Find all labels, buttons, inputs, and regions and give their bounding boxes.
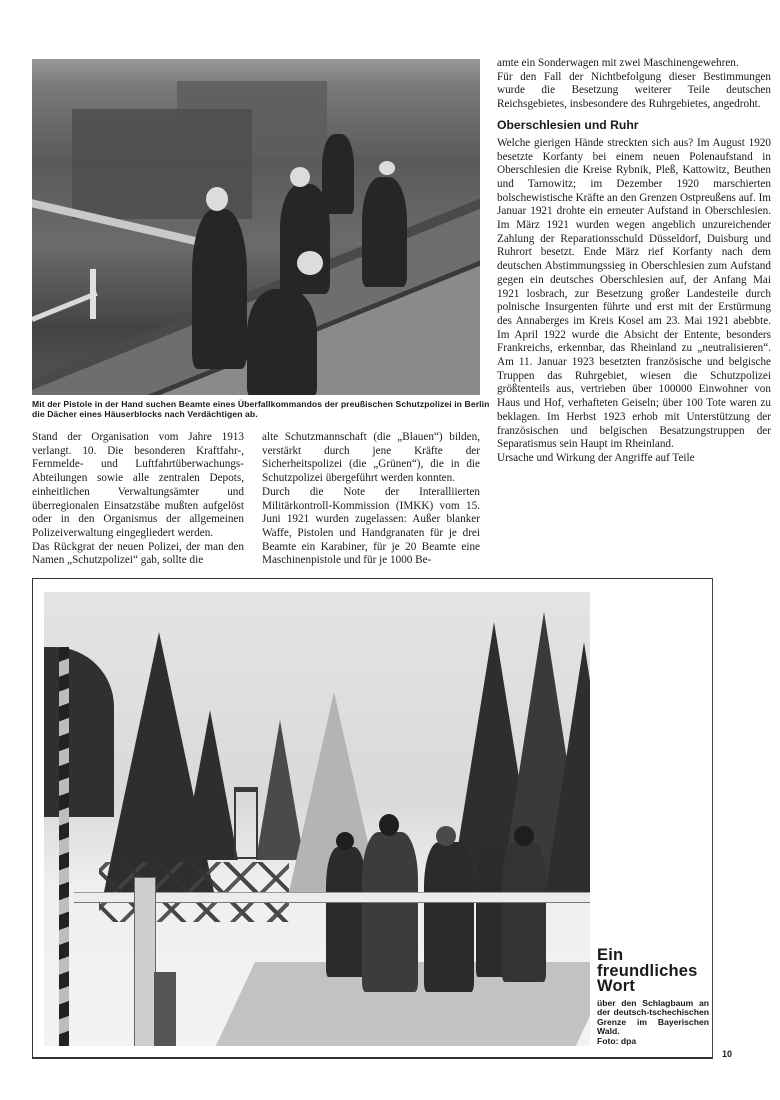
fir-tree <box>182 710 238 860</box>
paragraph: Durch die Note der Interalliierten Militärkontroll-Kommission (IMKK) vom 15. Juni 1921 wurden zugelassen: Außer blanker Waffe, Pistolen und Handgranaten für je drei Beamte ein Karabiner, für je 20 Beamte eine Maschinenpistole und für je 1000 Be- <box>262 485 480 567</box>
paragraph: Das Rückgrat der neuen Polizei, der man den Namen „Schutzpolizei“ gab, sollte die <box>32 540 244 567</box>
person-head <box>436 826 456 846</box>
caption-text: über den Schlagbaum an der deutsch-tschechischen Grenze im Bayerischen Wald. <box>597 997 709 1037</box>
person-head <box>514 826 534 846</box>
caption-title-line: freundliches <box>597 961 698 980</box>
barrier-post-shadow <box>154 972 176 1046</box>
caption-title <box>597 948 709 995</box>
person-head <box>379 814 399 836</box>
text-column-left <box>32 431 244 568</box>
officer-figure <box>192 209 247 369</box>
striped-border-pole <box>59 647 69 1046</box>
person-head <box>336 832 354 850</box>
paragraph: amte ein Sonderwagen mit zwei Maschinengewehren. <box>497 57 739 69</box>
paragraph: alte Schutzmannschaft (die „Blauen“) bilden, verstärkt durch jene Kräfte der Sicherheitspolizei (die „Grünen“), die in die Schutzpolizei übergeführt werden konnten. <box>262 431 480 485</box>
fir-tree <box>544 642 590 902</box>
officer-figure <box>362 177 407 287</box>
roof-ledge <box>32 291 98 322</box>
paragraph: Ursache und Wirkung der Angriffe auf Teile <box>497 451 695 464</box>
border-sign <box>44 647 114 817</box>
officer-figure <box>247 289 317 395</box>
officer-helmet <box>297 251 323 275</box>
paragraph: Für den Fall der Nichtbefolgung dieser Bestimmungen wurde die Besetzung weiterer Teile deutschen Reichsgebietes, insbesondere des Ruhrgebietes, angedroht. <box>497 70 771 111</box>
page-number: 10 <box>722 1049 733 1059</box>
barrier-post <box>134 877 156 1046</box>
officer-helmet <box>290 167 310 187</box>
caption-body <box>597 999 709 1047</box>
person-figure <box>424 842 474 992</box>
paragraph: Stand der Organisation vom Jahre 1913 verlangt. 10. Die besonderen Kraftfahr-, Fernmelde- und Luftfahrtüberwachungs-Abteilungen sowie alle zentralen Depots, einheitlichen Verwaltungsämter und überregionalen Einsatzstäbe mußten aufgelöst oder in den Organismus der allgemeinen Polizeiverwaltung eingegliedert werden. <box>32 431 244 539</box>
bottom-photo-caption <box>597 948 709 1046</box>
text-column-right <box>497 57 771 466</box>
text-column-middle <box>262 431 480 568</box>
officer-figure <box>322 134 354 214</box>
rooftop-police-photo <box>32 59 480 395</box>
officer-helmet <box>379 161 395 175</box>
chimney-post <box>90 269 96 319</box>
person-figure <box>326 847 366 977</box>
caption-title-line: Wort <box>597 977 636 995</box>
photo-credit: Foto: dpa <box>597 1035 637 1046</box>
border-barrier-photo <box>44 592 590 1046</box>
section-heading: Oberschlesien und Ruhr <box>497 117 639 132</box>
paragraph: Welche gierigen Hände streckten sich aus? Im August 1920 besetzte Korfanty bei einem neuen Polenaufstand in Oberschlesien die Kreise Rybnik, Pleß, Kattowitz, Beuthen und Tarnowitz; im Dezember 1920 marschierten bolschewistische Kräfte an den Grenzen Ostpreußens auf. Im Januar 1921 drohte ein erneuter Aufstand in Oberschlesien. Im März 1921 wurden wegen angeblich unzureichender Zahlung der Reparationsschuld Düsseldorf, Duisburg und Ruhrort besetzt. Ende März rief Korfanty nach dem deutschen Abstimmungssieg in Oberschlesien zum Aufstand gegen ein deutsches Oberschlesien auf, der Anfang Mai 1921 losbrach, zur Besetzung großer Landesteile durch polnische Insurgenten führte und erst mit der Erstürmung des Annaberges im Kreis Kosel am 23. Mai 1921 abebbte. Im April 1922 wurde die Absicht der Entente, besonders Frankreichs, erkennbar, das Rheinland zu „neutralisieren“. Am 11. Januar 1923 besetzten französische und belgische Truppen das Ruhrgebiet, wiesen die Schutzpolizei größtenteils aus, vertrieben über 100000 Einwohner von Haus und Hof, verhafteten Geiseln; über 100 Tote waren zu beklagen. Im Herbst 1923 erhob mit Unterstützung der französischen und belgischen Besatzungstruppen der Separatismus sein Haupt im Rheinland. <box>497 136 771 451</box>
person-figure <box>362 832 418 992</box>
watchtower <box>234 787 258 859</box>
person-figure <box>502 842 546 982</box>
top-photo-caption: Mit der Pistole in der Hand suchen Beamte eines Überfallkommandos der preußischen Schutzpolizei in Berlin die Dächer eines Häuserblocks nach Verdächtigen ab. <box>32 399 490 419</box>
officer-helmet <box>206 187 228 211</box>
caption-title-line: Ein <box>597 946 624 964</box>
